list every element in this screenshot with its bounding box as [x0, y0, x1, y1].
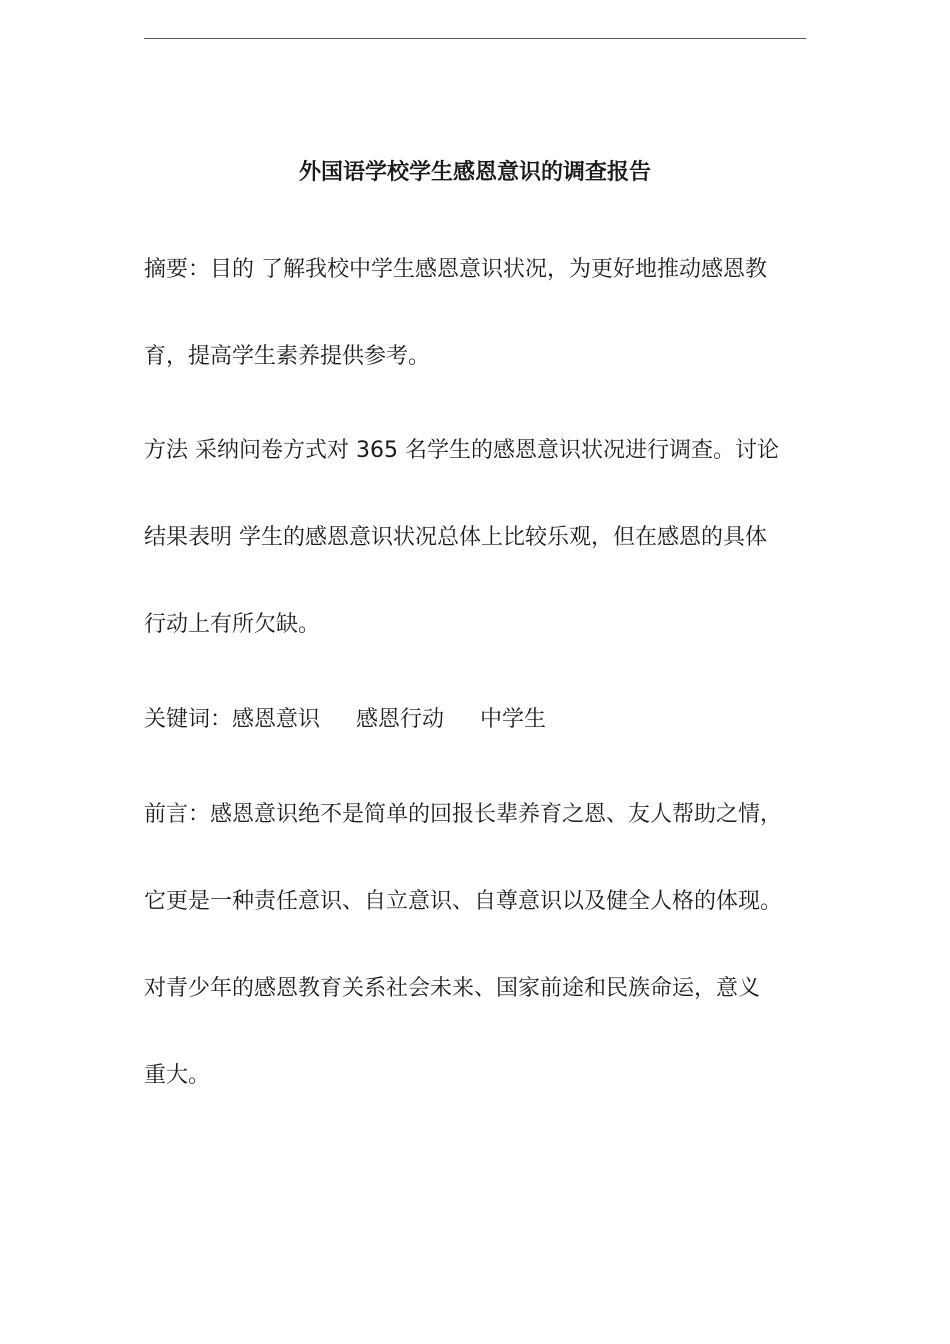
keyword-item: 中学生: [480, 707, 547, 732]
preface-line-3: 对青少年的感恩教育关系社会未来、国家前途和民族命运，意义: [144, 976, 761, 1001]
keywords-label: 关键词：: [144, 707, 233, 732]
preface-line-1: 前言：感恩意识绝不是简单的回报长辈养育之恩、友人帮助之情，: [144, 802, 783, 827]
method-line-2: 结果表明 学生的感恩意识状况总体上比较乐观，但在感恩的具体: [144, 525, 767, 550]
abstract-line-2: 育，提高学生素养提供参考。: [144, 344, 431, 369]
preface-line-4: 重大。: [144, 1063, 211, 1088]
header-rule: [144, 38, 806, 39]
method-line-1: 方法 采纳问卷方式对 365 名学生的感恩意识状况进行调查。讨论: [144, 438, 779, 463]
method-line-3: 行动上有所欠缺。: [144, 612, 321, 637]
keyword-item: 感恩意识: [232, 707, 321, 732]
preface-line-2: 它更是一种责任意识、自立意识、自尊意识以及健全人格的体现。: [144, 889, 783, 914]
document-title: 外国语学校学生感恩意识的调查报告: [298, 160, 651, 185]
keyword-item: 感恩行动: [356, 707, 445, 732]
keywords-line: [144, 704, 824, 736]
abstract-line-1: 摘要：目的 了解我校中学生感恩意识状况，为更好地推动感恩教: [144, 257, 767, 282]
